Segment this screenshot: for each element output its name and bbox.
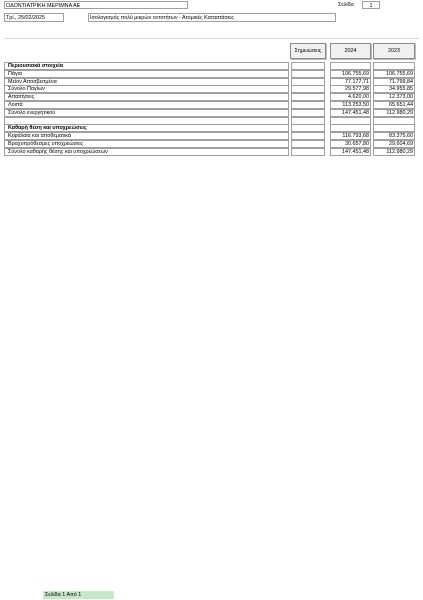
row-value-2024	[330, 124, 371, 132]
row-label: Σύνολο καθαρής θέσης και υποχρεώσεων	[4, 148, 289, 156]
row-notes-cell	[291, 148, 325, 156]
row-value-2024: 4.620,00	[330, 93, 371, 101]
row-value-2024: 30.657,80	[330, 140, 371, 148]
page-footer: Σελίδα 1 Από 1	[43, 591, 114, 599]
row-label: Πάγια	[4, 70, 289, 78]
row-value-2023: 71.799,84	[373, 78, 415, 86]
row-label: Καθαρή θέση και υποχρεώσεις	[4, 124, 289, 132]
row-notes-cell	[291, 85, 325, 93]
row-label: Περιουσιακά στοιχεία	[4, 62, 289, 70]
company-name: ΟΔΟΝΤΙΑΤΡΙΚΗ ΜΕΡΙΜΝΑ ΑΕ	[4, 1, 188, 9]
report-title: Ισολογισμός πολύ μικρών οντοτήτων - Ατομικές Καταστάσεις	[88, 13, 336, 22]
row-notes-cell	[291, 78, 325, 86]
row-value-2024: 147.451,48	[330, 148, 371, 156]
row-value-2024	[330, 117, 371, 125]
row-value-2023	[373, 124, 415, 132]
row-value-2023	[373, 62, 415, 70]
page-number: 1	[362, 1, 380, 9]
page-label: Σελίδα	[338, 2, 354, 8]
row-notes-cell	[291, 140, 325, 148]
row-notes-cell	[291, 124, 325, 132]
row-label	[4, 117, 289, 125]
row-label: Απαιτήσεις	[4, 93, 289, 101]
row-value-2024: 106.755,69	[330, 70, 371, 78]
row-label: Λοιπά	[4, 101, 289, 109]
row-notes-cell	[291, 109, 325, 117]
row-value-2024: 147.451,48	[330, 109, 371, 117]
row-label: Μείον Αποσβεσμένα	[4, 78, 289, 86]
row-notes-cell	[291, 70, 325, 78]
row-notes-cell	[291, 62, 325, 70]
row-value-2023: 65.651,44	[373, 101, 415, 109]
row-value-2024: 77.177,71	[330, 78, 371, 86]
row-value-2024: 116.793,68	[330, 132, 371, 140]
row-value-2023: 106.755,69	[373, 70, 415, 78]
column-header-notes: Σημειώσεις	[290, 43, 326, 59]
row-notes-cell	[291, 117, 325, 125]
row-value-2024: 29.577,98	[330, 85, 371, 93]
row-value-2023: 112.980,29	[373, 148, 415, 156]
row-notes-cell	[291, 93, 325, 101]
column-header-2024: 2024	[330, 43, 371, 59]
row-label: Κεφάλαια και αποθεματικά	[4, 132, 289, 140]
row-label: Βραχυπρόθεσμες υποχρεώσεις	[4, 140, 289, 148]
row-value-2023: 34.955,85	[373, 85, 415, 93]
column-header-2023: 2023	[373, 43, 415, 59]
row-value-2023: 83.375,60	[373, 132, 415, 140]
row-value-2024: 113.253,50	[330, 101, 371, 109]
row-label: Σύνολο Παγίων	[4, 85, 289, 93]
row-value-2023: 29.604,69	[373, 140, 415, 148]
report-date: Τρί., 25/02/2025	[4, 13, 64, 22]
row-notes-cell	[291, 132, 325, 140]
row-value-2023: 12.373,00	[373, 93, 415, 101]
row-value-2023	[373, 117, 415, 125]
row-value-2023: 112.980,29	[373, 109, 415, 117]
row-notes-cell	[291, 101, 325, 109]
row-value-2024	[330, 62, 371, 70]
row-label: Σύνολο ενεργητικού	[4, 109, 289, 117]
header-separator	[4, 38, 419, 39]
